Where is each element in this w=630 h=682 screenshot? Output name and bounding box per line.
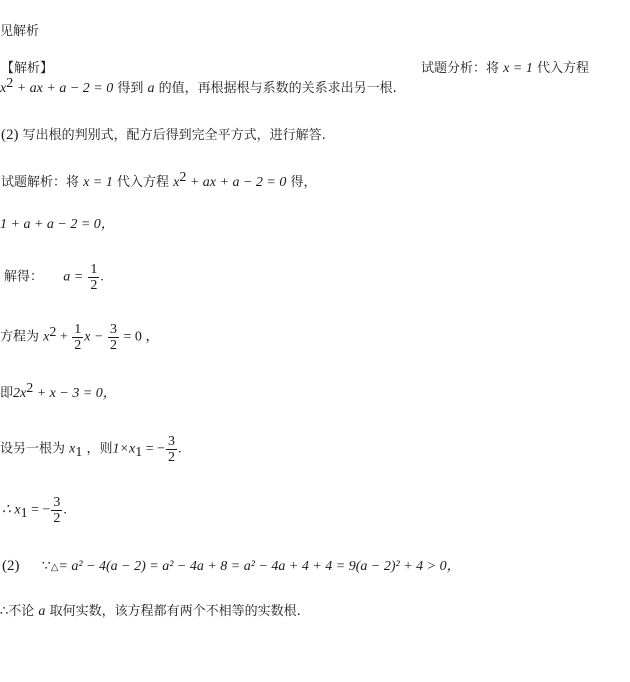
- fraction-one-half: $\frac{1}{2}$: [90, 262, 98, 293]
- analysis-tag: 【解析】: [1, 61, 54, 76]
- therefore-line: ∴ $x_1$ = − $\frac{3}{2}$ .: [2, 495, 67, 526]
- conclusion-line: ∴不论 a 取何实数，该方程都有两个不相等的实数根.: [0, 604, 301, 619]
- fraction-three-half: $\frac{3}{2}$: [109, 322, 117, 353]
- eq-x: x: [0, 81, 7, 96]
- analysis-get-value: 得到: [117, 81, 144, 96]
- part2-hint: [1, 127, 326, 144]
- step1-equation: 1 + a + a − 2 = 0，: [0, 217, 115, 232]
- solution-x-eq-1: x = 1: [83, 175, 113, 190]
- solution-get: 得，: [290, 175, 317, 190]
- solution-eq-x: x: [173, 175, 180, 190]
- a-equals: a =: [63, 269, 84, 285]
- other-root-line: 设另一根为 $x_1$ ，则$1\times x_1$ = − $\frac{3}{2}$ .: [0, 434, 182, 465]
- fraction-three-half-c: $\frac{3}{2}$: [168, 434, 175, 465]
- analysis-hint: [421, 61, 589, 77]
- analysis-rest: 的值，再根据根与系数的关系求出另一根.: [158, 81, 397, 96]
- solve-a-line: 解得： a = $\frac{1}{2}$ .: [4, 262, 104, 293]
- solution-substitute: 代入方程: [116, 175, 169, 190]
- solution-eq-rest: + ax + a − 2 = 0: [186, 175, 287, 190]
- solution-label: 试题解析：将: [1, 175, 80, 190]
- analysis-label: 试题分析：将: [421, 61, 500, 76]
- part2-discriminant: (2) ∵△= a² − 4(a − 2) = a² − 4a + 8 = a² − 4a + 4 + 4 = 9(a − 2)² + 4 > 0，: [2, 558, 461, 574]
- answer-title: 见解析: [0, 24, 40, 39]
- analysis-var-a: a: [147, 81, 155, 96]
- fraction-one-half-b: $\frac{1}{2}$: [74, 322, 82, 353]
- part2-hint-text: 写出根的判别式，配方后得到完全平方式，进行解答.: [22, 128, 326, 143]
- part2-hint-num: (2): [1, 127, 19, 143]
- analysis-substitute: 代入方程: [536, 61, 589, 76]
- equation-label: 方程为: [0, 329, 40, 345]
- simplified-equation: 即$2x^2 + x - 3 = 0$，: [0, 381, 117, 401]
- fraction-three-half-d: $\frac{3}{2}$: [53, 495, 61, 526]
- analysis-x-eq-1: x = 1: [503, 61, 533, 76]
- equation-line: 方程为 $x^2$ + $\frac{1}{2}$ x − $\frac{3}{2}$ = 0 ，: [0, 322, 160, 353]
- analysis-equation-line: $x^2$ + ax + a − 2 = 0 得到 a 的值，再根据根与系数的关系求出另一根.: [0, 76, 397, 96]
- solution-intro: 试题解析：将 x = 1 代入方程 $x^2$ + ax + a − 2 = 0 得，: [1, 170, 317, 190]
- eq-rest: + ax + a − 2 = 0: [13, 81, 114, 96]
- solve-label: 解得：: [4, 269, 44, 285]
